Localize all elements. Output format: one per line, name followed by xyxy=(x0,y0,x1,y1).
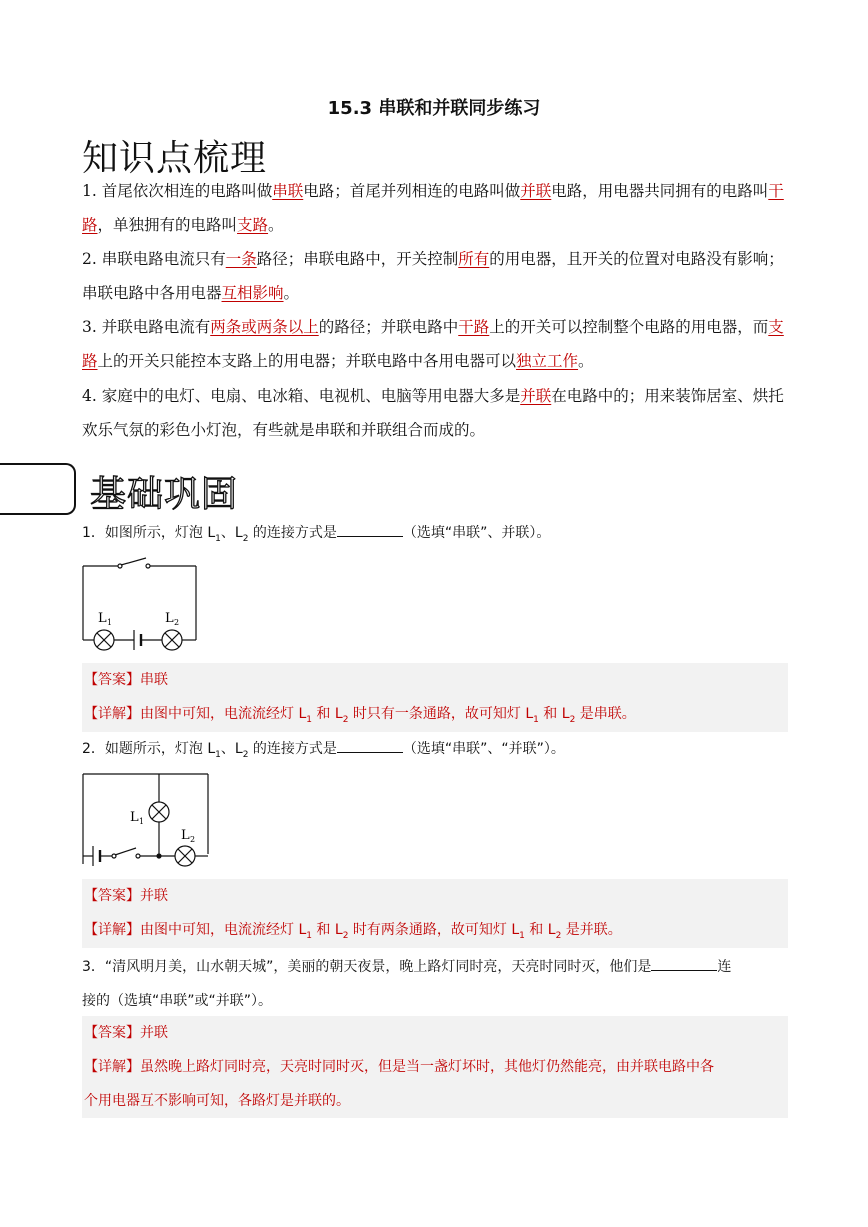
series-circuit-diagram xyxy=(78,552,208,657)
lamp-2-label: L xyxy=(165,611,174,626)
answer-box-1: 【答案】串联 【详解】由图中可知，电流流经灯 $L_1$ 和 $L_2$ 时只有一条通路，故可知灯 $L_1$ 和 $L_2$ 是串联。 xyxy=(82,663,788,732)
answer-text: 并联 xyxy=(140,888,168,904)
answer-text: 串联 xyxy=(140,672,168,688)
fill-answer: 所有 xyxy=(458,250,490,268)
section-heading-basic: 基础巩固 xyxy=(90,474,239,515)
page-title: 15.3 串联和并联同步练习 xyxy=(327,98,541,119)
fill-answer: 并联 xyxy=(520,387,552,405)
section-tab-marker xyxy=(0,463,76,515)
knowledge-paragraph: 2. 串联电路电流只有一条路径；串联电路中，开关控制所有的用电器，且开关的位置对电路没有影响；串联电路中各用电器互相影响。 xyxy=(82,250,784,302)
svg-text:2: 2 xyxy=(174,618,180,627)
lamp-2-label: L xyxy=(181,828,190,843)
parallel-circuit-diagram xyxy=(78,766,218,876)
answer-blank xyxy=(337,522,403,537)
answer-text: 并联 xyxy=(140,1025,168,1041)
fill-answer: 互相影响 xyxy=(221,284,284,302)
lamp-1-label: L xyxy=(130,810,139,825)
knowledge-paragraph: 3. 并联电路电流有两条或两条以上的路径；并联电路中干路上的开关可以控制整个电路的用电器，而支路上的开关只能控本支路上的用电器；并联电路中各用电器可以独立工作。 xyxy=(82,318,784,370)
answer-blank xyxy=(337,738,403,753)
lamp-1-label: L xyxy=(98,611,107,626)
fill-answer: 独立工作 xyxy=(516,352,579,370)
fill-answer: 两条或两条以上 xyxy=(210,318,319,336)
fill-answer: 串联 xyxy=(272,182,304,200)
section-heading-knowledge: 知识点梳理 xyxy=(82,138,268,179)
question-2: 2．如题所示，灯泡 $L_1$、$L_2$ 的连接方式是 （选填“串联”、“并联”）。 xyxy=(82,734,786,770)
fill-answer: 干路 xyxy=(82,182,784,234)
knowledge-paragraph: 4. 家庭中的电灯、电扇、电冰箱、电视机、电脑等用电器大多是并联在电路中的；用来装饰居室、烘托欢乐气氛的彩色小灯泡，有些就是串联和并联组合而成的。 xyxy=(82,387,784,439)
answer-box-3: 【答案】并联 【详解】虽然晚上路灯同时亮，天亮时同时灭，但是当一盏灯坏时，其他灯仍然能亮，由并联电路中各 个用电器互不影响可知，各路灯是并联的。 xyxy=(82,1016,788,1118)
svg-text:1: 1 xyxy=(107,618,113,627)
answer-blank xyxy=(651,956,717,971)
svg-text:1: 1 xyxy=(139,817,145,826)
fill-answer: 一条 xyxy=(225,250,257,268)
svg-text:2: 2 xyxy=(190,835,196,844)
fill-answer: 支路 xyxy=(82,318,784,370)
question-3: 3．“清风明月美，山水朝天城”，美丽的朝天夜景，晚上路灯同时亮，天亮时同时灭，他们是 连 接的（选填“串联”或“并联”）。 xyxy=(82,950,786,1018)
fill-answer: 干路 xyxy=(458,318,490,336)
answer-box-2: 【答案】并联 【详解】由图中可知，电流流经灯 $L_1$ 和 $L_2$ 时有两条通路，故可知灯 $L_1$ 和 $L_2$ 是并联。 xyxy=(82,879,788,948)
fill-answer: 并联 xyxy=(520,182,552,200)
question-1: 1．如图所示，灯泡 $L_1$、$L_2$ 的连接方式是 （选填“串联”、并联）。 xyxy=(82,518,786,554)
knowledge-paragraph: 1. 首尾依次相连的电路叫做串联电路；首尾并列相连的电路叫做并联电路，用电器共同拥有的电路叫干路，单独拥有的电路叫支路。 xyxy=(82,182,784,234)
fill-answer: 支路 xyxy=(237,216,269,234)
